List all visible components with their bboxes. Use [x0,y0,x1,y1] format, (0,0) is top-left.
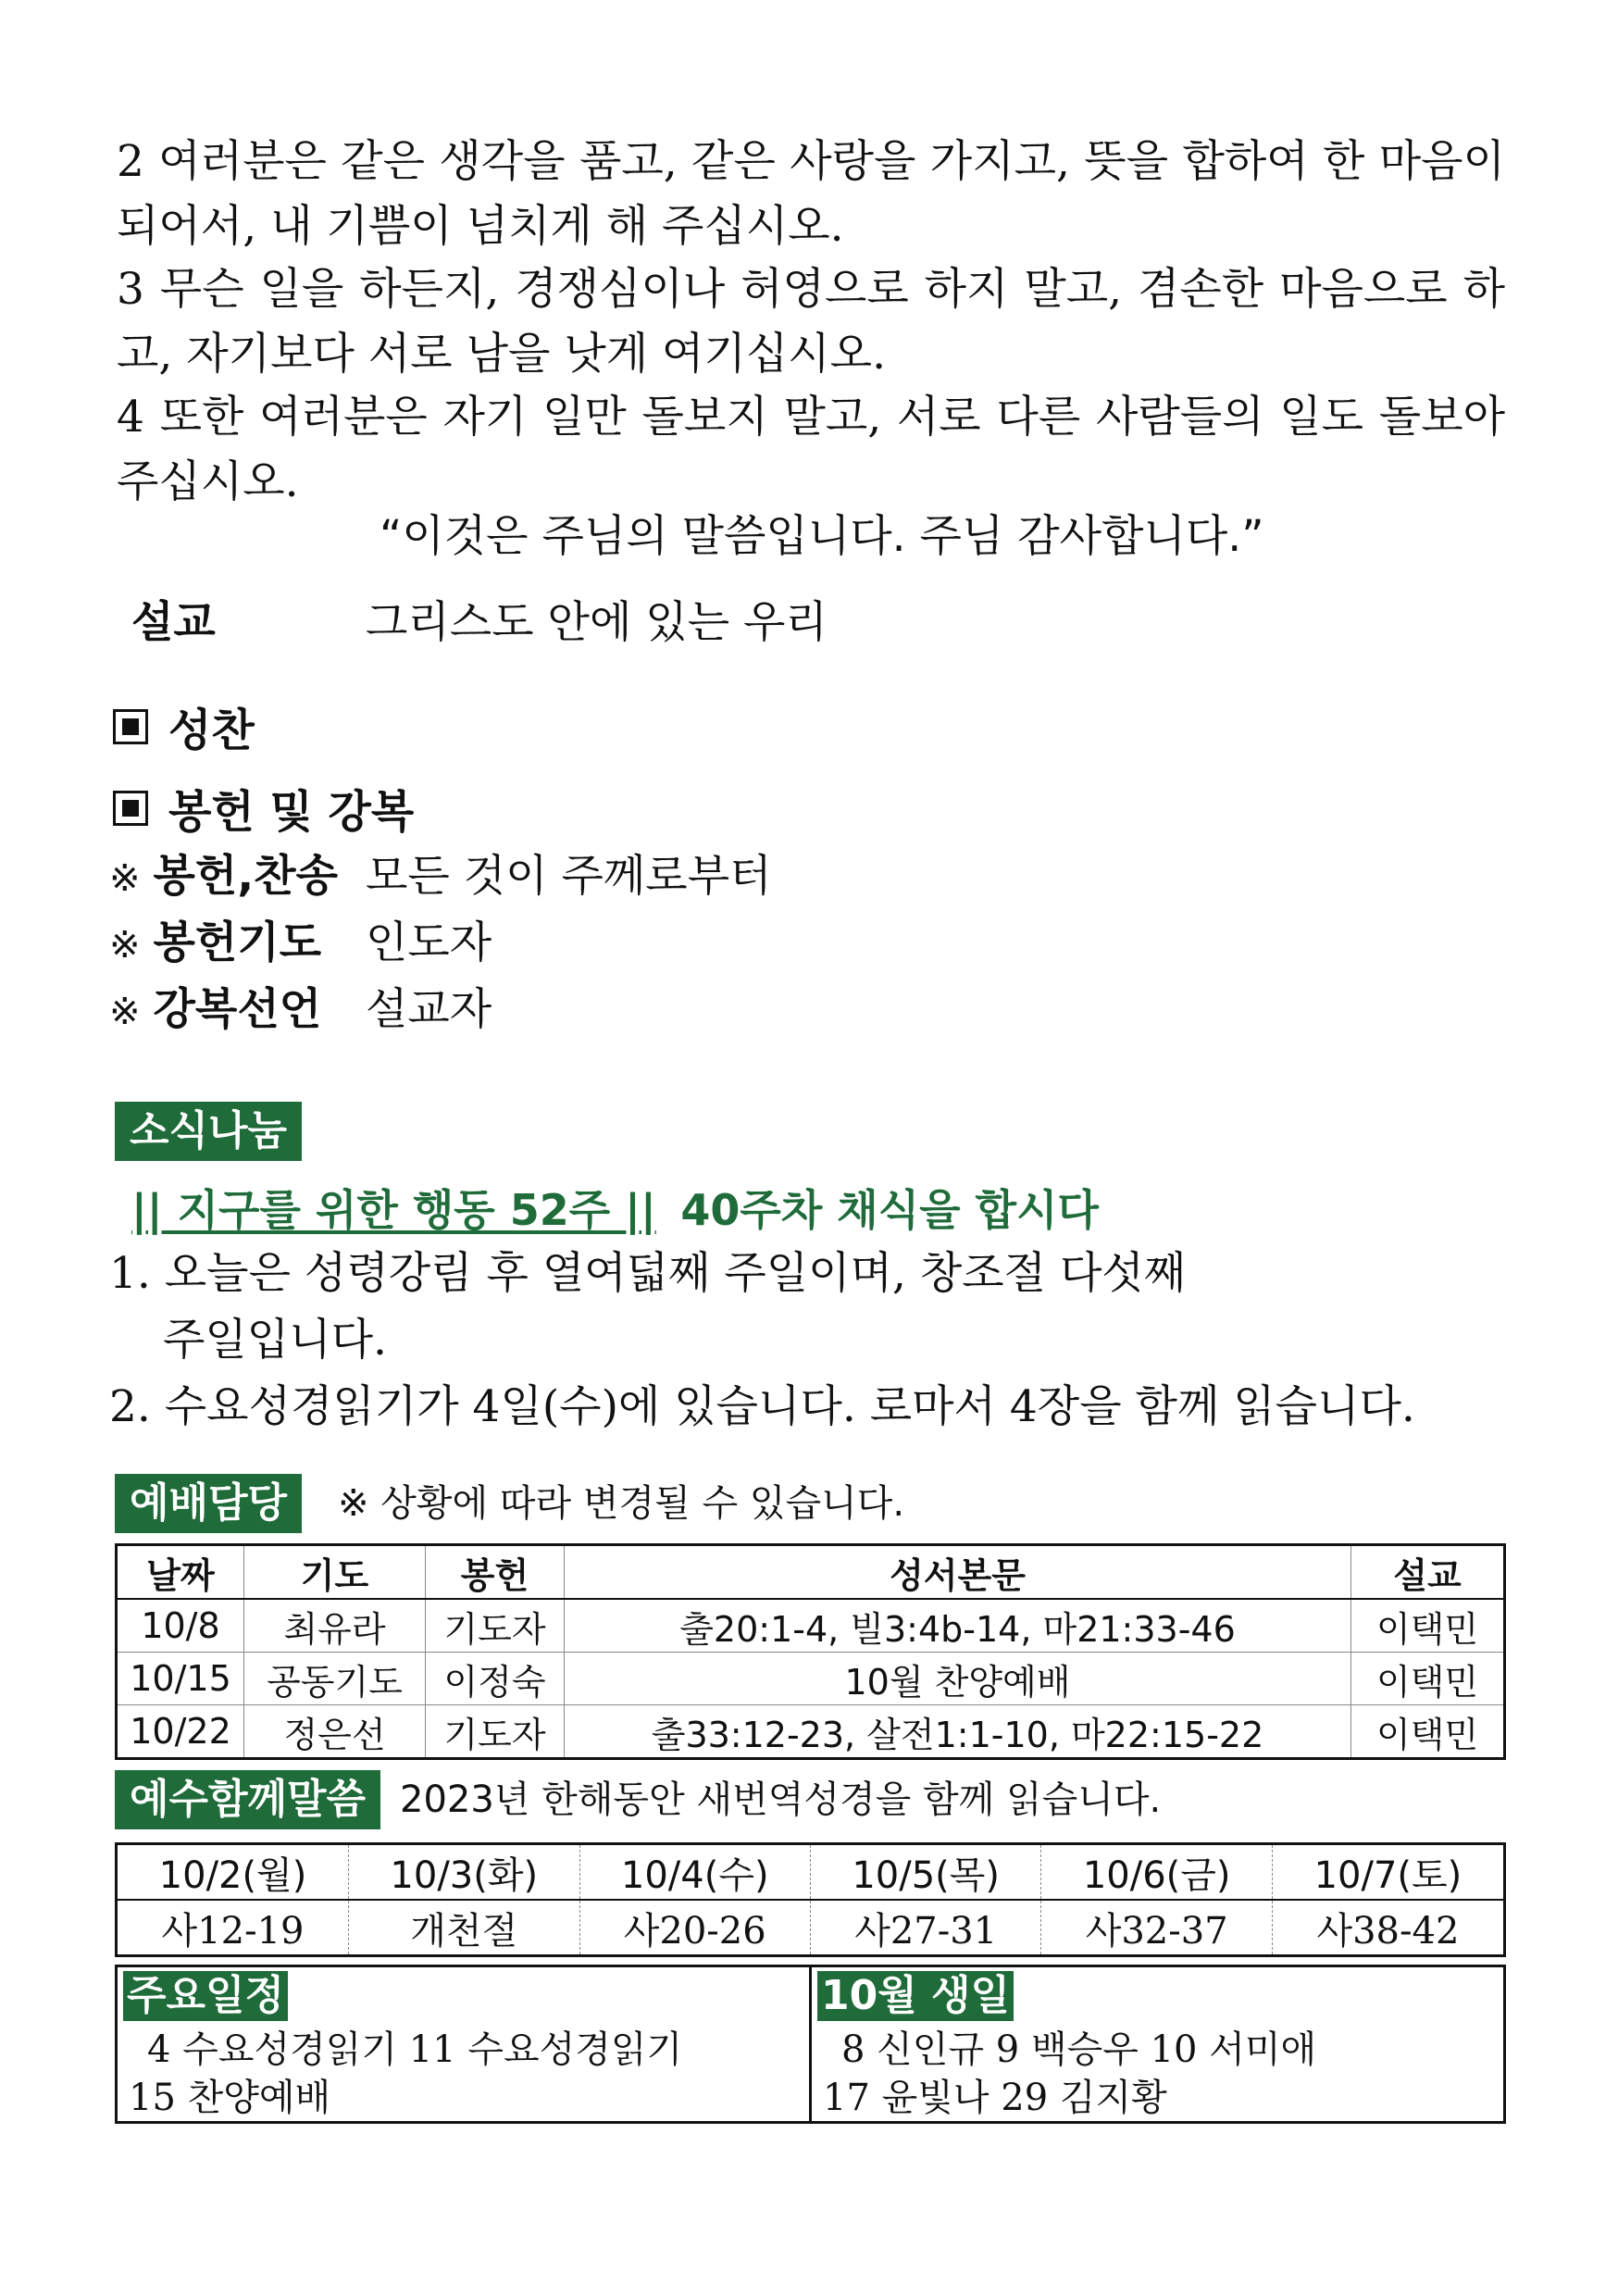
duty-cell: 이택민 [1351,1599,1505,1653]
verse-line-cont: 주십시오. [117,456,299,507]
square-bullet-icon [113,791,148,826]
duty-cell: 10/8 [117,1599,244,1653]
duty-cell: 10/15 [117,1653,244,1705]
news-line: 2. 수요성경읽기가 4일(수)에 있습니다. 로마서 4장을 함께 읽습니다. [109,1381,1415,1432]
section-communion [113,694,255,758]
duty-header-row [117,1545,1505,1600]
banner-rest: 40주차 채식을 합시다 [680,1185,1099,1235]
duty-cell: 정은선 [244,1705,426,1759]
news-line: 1. 오늘은 성령강림 후 열여덟째 주일이며, 창조절 다섯째 [109,1248,1187,1299]
verse-line: 3 무슨 일을 하든지, 경쟁심이나 허영으로 하지 말고, 겸손한 마음으로 하 [117,264,1505,315]
schedule-tag: 주요일정 [123,1971,288,2021]
birthday-panel [809,1967,1503,2121]
duty-cell: 이정숙 [426,1653,565,1705]
birthday-line: 17 윤빛나 29 김지황 [823,2077,1167,2119]
duty-cell: 이택민 [1351,1705,1505,1759]
reading-day: 10/5(목) [810,1844,1040,1901]
section-offering [113,776,414,840]
duty-header: 설교 [1351,1545,1505,1600]
item-value: 모든 것이 주께로부터 [366,851,772,902]
item-offering-hymn [109,844,338,911]
verse-line: 4 또한 여러분은 자기 일만 돌보지 말고, 서로 다른 사람들의 일도 돌보아 [117,392,1505,443]
news-banner [131,1178,1099,1242]
sermon-title: 그리스도 안에 있는 우리 [366,597,828,648]
news-line-cont: 주일입니다. [163,1315,387,1366]
duty-cell: 10/22 [117,1705,244,1759]
reference-mark-icon: ※ [109,924,141,967]
reading-day: 10/7(토) [1272,1844,1504,1901]
verse-2 [117,130,1505,259]
item-value: 인도자 [366,917,492,968]
table-row [117,1599,1505,1653]
reading-tag: 예수함께말씀 [115,1770,380,1829]
duty-tag: 예배담당 [115,1474,302,1533]
verse-line: 2 여러분은 같은 생각을 품고, 같은 사랑을 가지고, 뜻을 합하여 한 마음이 [117,136,1505,187]
duty-cell: 최유라 [244,1599,426,1653]
schedule-line: 15 찬양예배 [129,2077,331,2119]
reading-passage: 사32-37 [1041,1900,1272,1956]
item-label: 봉헌,찬송 [153,851,338,902]
reading-passages-row [117,1900,1505,1956]
banner-underlined: || 지구를 위한 행동 52주 || [131,1185,656,1235]
schedule-panel [118,1967,809,2121]
reading-passage: 사20-26 [579,1900,810,1956]
duty-header: 성서본문 [565,1545,1351,1600]
duty-cell: 공동기도 [244,1653,426,1705]
news-tag: 소식나눔 [115,1102,302,1161]
item-label: 강복선언 [153,984,322,1035]
verse-line-cont: 고, 자기보다 서로 남을 낫게 여기십시오. [117,329,887,380]
reference-mark-icon: ※ [109,991,141,1033]
birthday-tag: 10월 생일 [817,1971,1014,2021]
news-item-1 [109,1241,1507,1374]
duty-cell: 기도자 [426,1599,565,1653]
duty-cell: 이택민 [1351,1653,1505,1705]
table-row [117,1705,1505,1759]
duty-table [115,1543,1506,1760]
duty-header: 기도 [244,1545,426,1600]
reading-day: 10/3(화) [349,1844,579,1901]
duty-header: 봉헌 [426,1545,565,1600]
schedule-line: 4 수요성경읽기 11 수요성경읽기 [147,2028,683,2071]
item-value: 설교자 [366,984,492,1035]
reading-day: 10/4(수) [579,1844,810,1901]
item-label: 봉헌기도 [153,917,322,968]
duty-cell: 기도자 [426,1705,565,1759]
scripture-response: “이것은 주님의 말씀입니다. 주님 감사합니다.” [380,511,1264,562]
bottom-info-box [115,1965,1506,2124]
reading-day: 10/2(월) [117,1844,349,1901]
duty-cell: 출20:1-4, 빌3:4b-14, 마21:33-46 [565,1599,1351,1653]
item-offering-prayer [109,911,321,978]
table-row [117,1653,1505,1705]
verse-4 [117,385,1505,515]
reading-note: 2023년 한해동안 새번역성경을 함께 읽습니다. [400,1778,1162,1821]
reading-days-row [117,1844,1505,1901]
verse-line-cont: 되어서, 내 기쁨이 넘치게 해 주십시오. [117,201,844,252]
reading-table [115,1842,1506,1957]
duty-cell: 10월 찬양예배 [565,1653,1351,1705]
reading-passage: 사27-31 [810,1900,1040,1956]
square-bullet-icon [113,709,148,744]
reading-passage: 사12-19 [117,1900,349,1956]
duty-note: ※ 상황에 따라 변경될 수 있습니다. [338,1482,905,1525]
sermon-label: 설교 [131,597,216,648]
verse-3 [117,257,1505,387]
reading-day: 10/6(금) [1041,1844,1272,1901]
news-item-2 [109,1374,1507,1441]
duty-cell: 출33:12-23, 살전1:1-10, 마22:15-22 [565,1705,1351,1759]
section-offering-title: 봉헌 및 강복 [168,786,415,838]
reading-passage: 사38-42 [1272,1900,1504,1956]
item-benediction [109,978,321,1044]
sermon-row [131,591,216,655]
duty-header: 날짜 [117,1545,244,1600]
section-communion-title: 성찬 [168,705,255,756]
reading-passage: 개천절 [349,1900,579,1956]
birthday-line: 8 신인규 9 백승우 10 서미애 [841,2028,1317,2071]
reference-mark-icon: ※ [109,857,141,900]
